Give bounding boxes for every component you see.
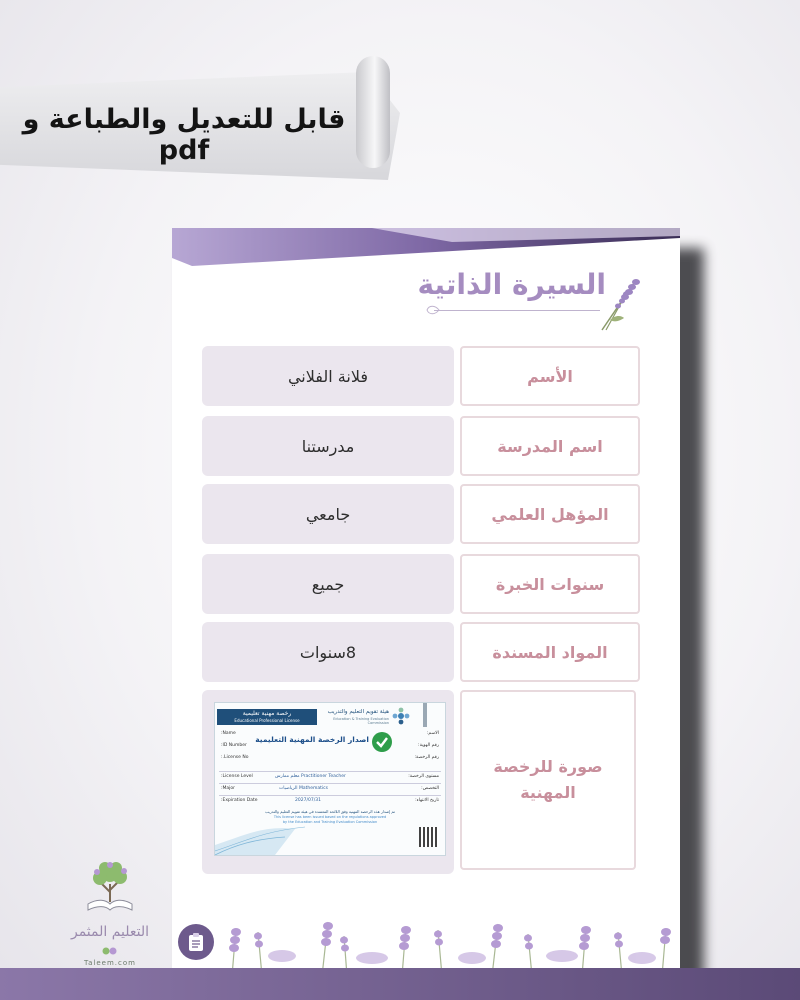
leaf-icon: [426, 305, 440, 315]
field-label-name: الأسم: [460, 346, 640, 406]
organization-name: هيئة تقويم التعليم والتدريب: [327, 709, 389, 715]
license-image-frame[interactable]: [202, 690, 454, 874]
qr-code-icon: [419, 827, 439, 847]
license-footer-en: by the Education and Training Evaluation Commission: [282, 820, 378, 824]
top-band: [172, 228, 680, 266]
cv-page: [172, 228, 680, 976]
license-field-row: Expiration Date: 2027/07/31 تاريخ الانتهاء:: [219, 795, 441, 796]
field-value-experience[interactable]: جميع: [202, 554, 454, 614]
field-value-name[interactable]: فلانة الفلاني: [202, 346, 454, 406]
check-icon: [371, 731, 393, 753]
lavender-sprig-icon: [596, 274, 644, 332]
banner-curl: [356, 56, 390, 168]
field-value-school[interactable]: مدرستنا: [202, 416, 454, 476]
field-label-qualification: المؤهل العلمي: [460, 484, 640, 544]
license-field-row: License Level: Practitioner Teacher معلم ممارس مستوى الرخصة:: [219, 771, 441, 772]
clipboard-icon: [178, 924, 214, 960]
section-title: السيرة الذاتية: [417, 268, 606, 301]
brand-dots-icon: [98, 947, 122, 955]
field-label-experience: سنوات الخبرة: [460, 554, 640, 614]
title-underline: [434, 310, 600, 311]
brand-url: Taleem.com: [84, 959, 136, 967]
license-headline: اصدار الرخصة المهنية التعليمية: [255, 735, 369, 744]
license-badge: رخصة مهنية تعليمية Educational Professional License: [217, 709, 317, 725]
field-value-subjects[interactable]: 8سنوات: [202, 622, 454, 682]
field-label-subjects: المواد المسندة: [460, 622, 640, 682]
tree-book-icon: [80, 858, 140, 918]
field-value-qualification[interactable]: جامعي: [202, 484, 454, 544]
bottom-band: [0, 968, 800, 1000]
organization-logo-icon: [391, 707, 411, 725]
license-footer-ar: تم إصدار هذه الرخصة المهنية وفق اللائحة المعتمدة في هيئة تقويم التعليم والتدريب: [265, 809, 395, 814]
banner-text: قابل للتعديل والطباعة و pdf: [22, 104, 346, 166]
license-wave-decoration: [215, 815, 445, 855]
license-field-row: Major: Mathematics الرياضيات التخصص:: [219, 783, 441, 784]
license-footer-en: This license has been issued based on the regulations approved: [273, 815, 387, 819]
field-label-license: صورة للرخصة المهنية: [460, 690, 636, 870]
brand-name: التعليم المثمر: [70, 924, 150, 940]
brand-logo: [70, 858, 150, 967]
field-label-school: اسم المدرسة: [460, 416, 640, 476]
organization-name-en: Education & Training Evaluation Commission: [333, 717, 389, 725]
license-card: رخصة مهنية تعليمية Educational Professional License هيئة تقويم التعليم والتدريب Education & Training Evaluation Commission اصدار الرخصة المهنية التعليمية Name: الاسم: ID Number: رقم الهوية: License No.: رقم الرخصة: License Level: Practitioner Teacher معلم ممارس مستوى الرخصة: Major: Mathematics الرياضيات التخصص: Expiration Date: 2027/07/31 تاريخ الانتهاء: تم إصدار هذه الرخصة المهنية وفق اللائحة المعتمدة في هيئة تقويم التعليم والتدريب This license has been issued based on the regulations approved by the Education and Training Evaluation Commission: [214, 702, 446, 856]
license-side-bar: [423, 703, 427, 727]
